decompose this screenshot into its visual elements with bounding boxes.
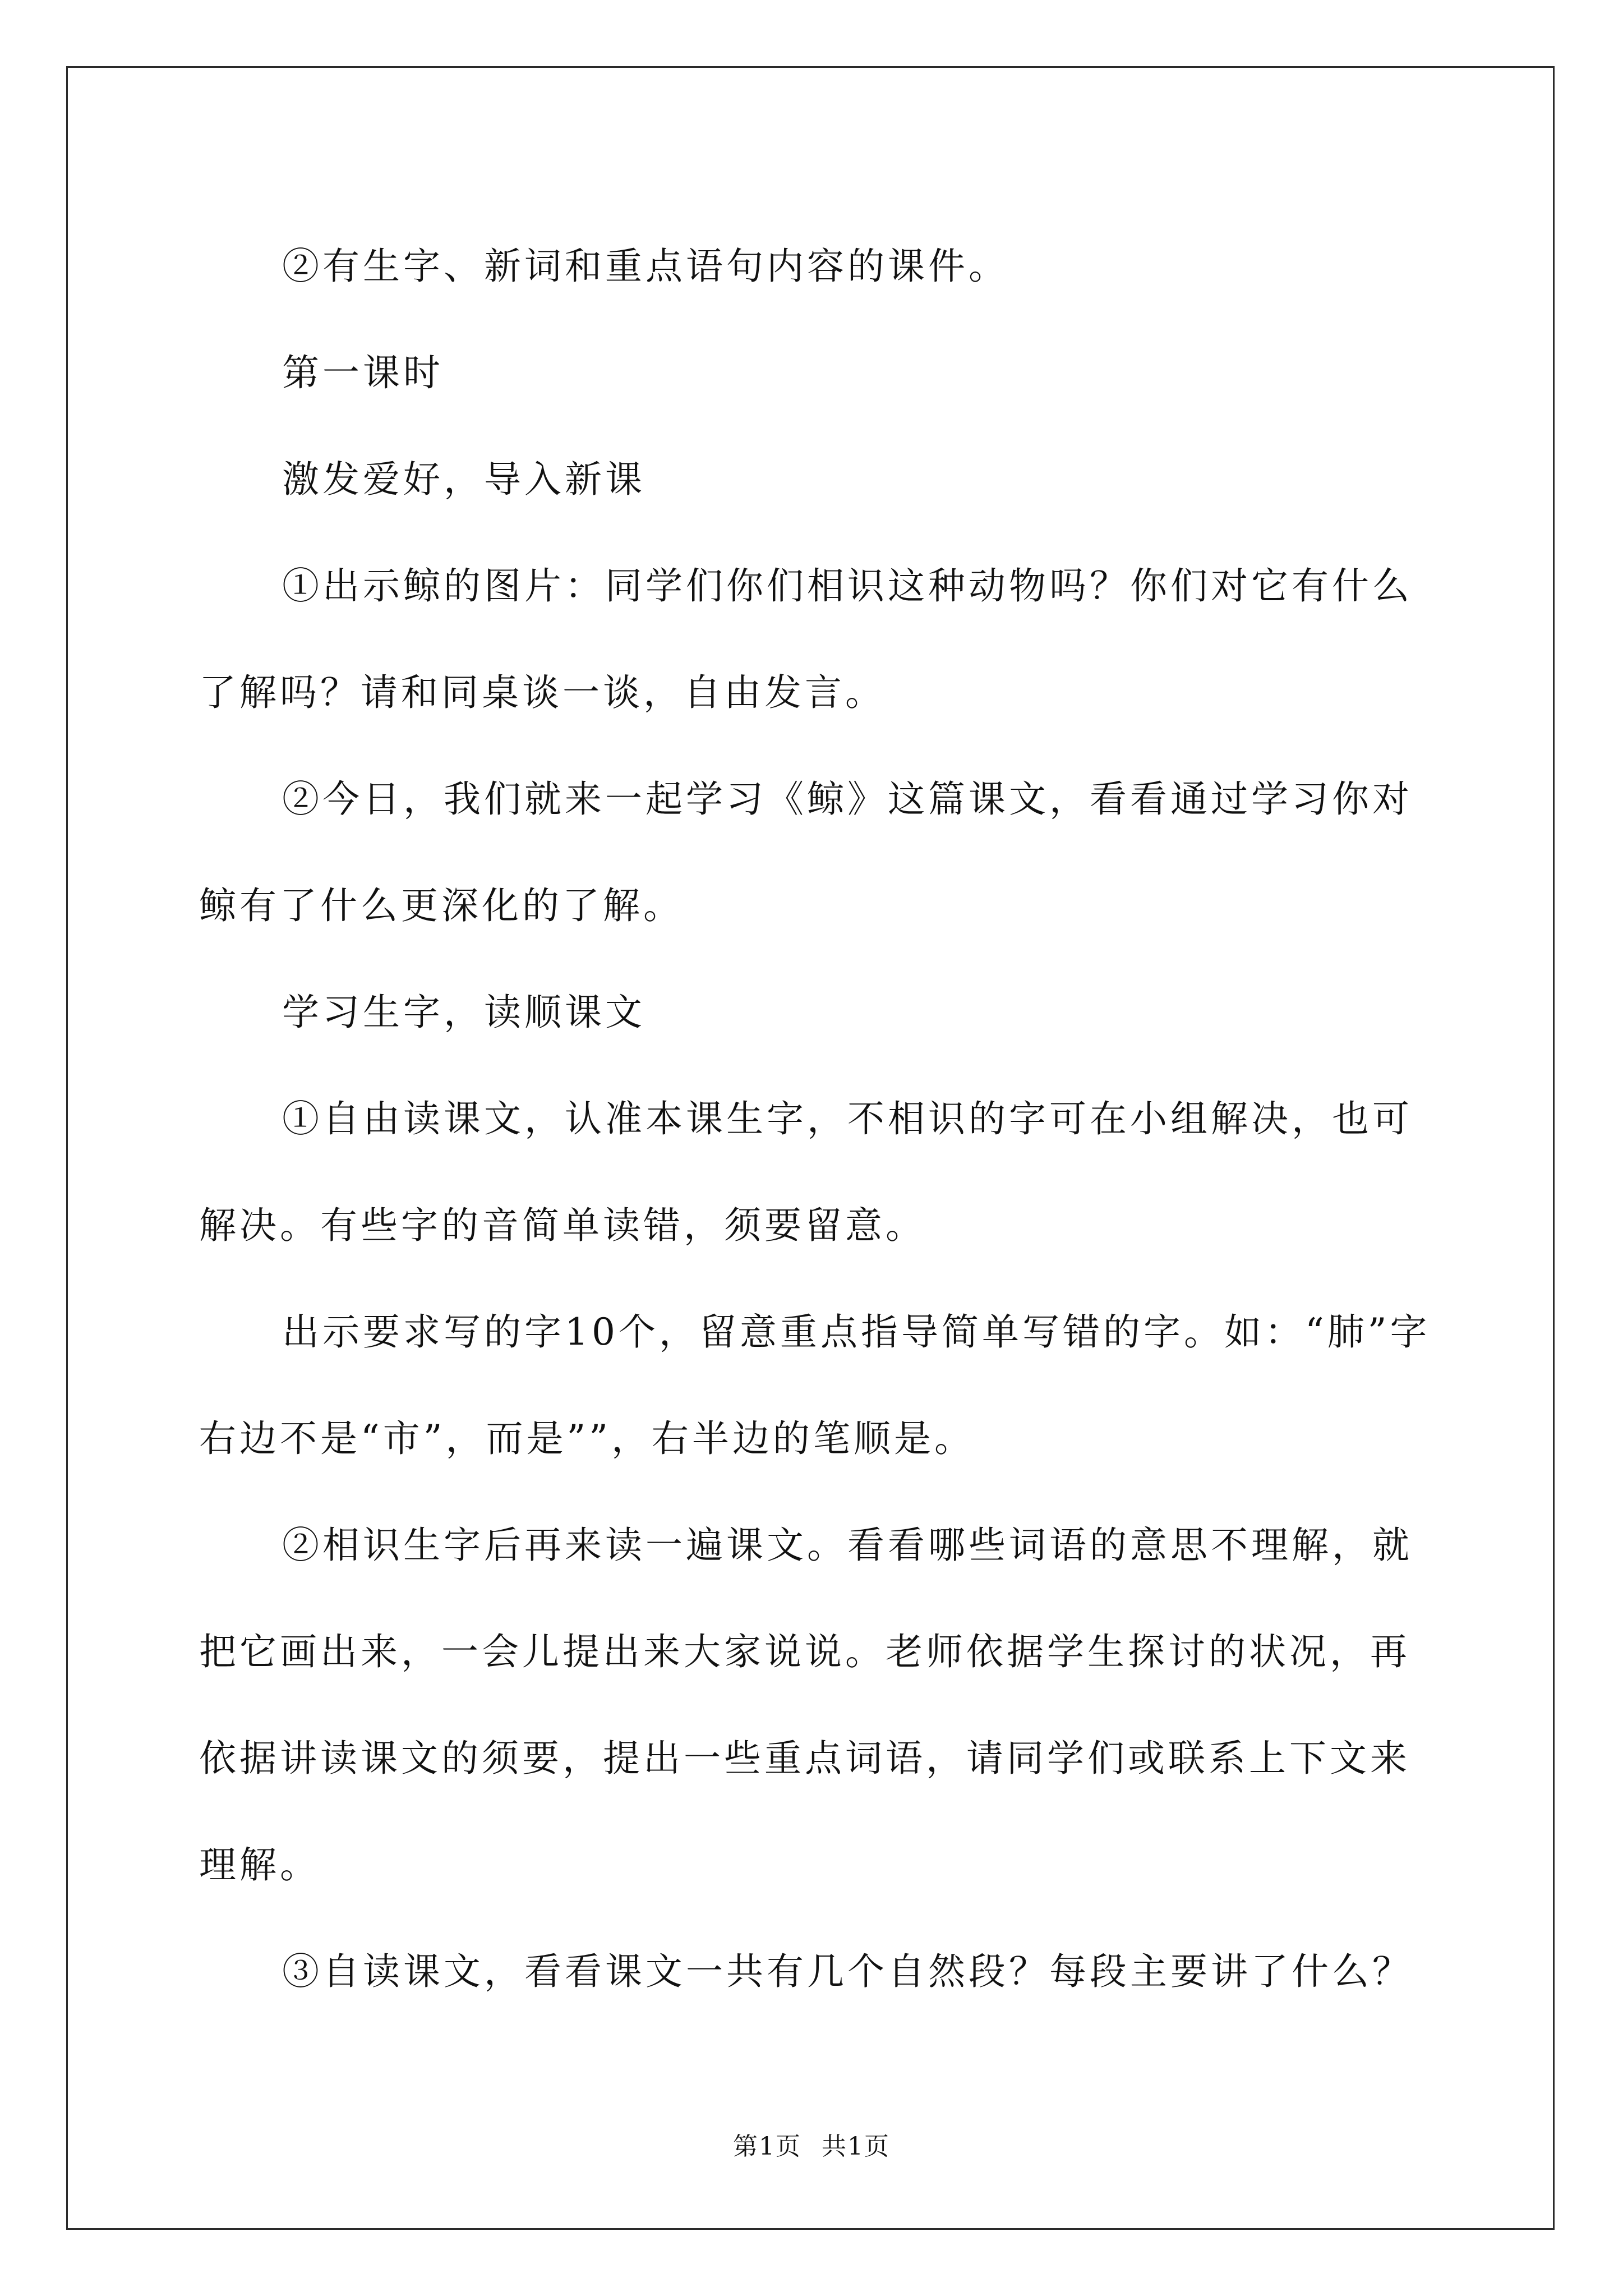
heading-first-lesson: 第一课时 [282,351,444,394]
page-footer [0,2126,1623,2162]
document-body [199,213,1433,2025]
paragraph-today: ②今日，我们就来一起学习《鲸》这篇课文，看看通过学习你对鲸有了什么更深化的了解。 [199,777,1413,927]
paragraph-self-read: ③自读课文，看看课文一共有几个自然段？每段主要讲了什么？ [282,1950,1413,1993]
paragraph-reread-text: ②相识生字后再来读一遍课文。看看哪些词语的意思不理解，就把它画出来，一会儿提出来大家说说。老师依据学生探讨的状况，再依据讲读课文的须要，提出一些重点词语，请同学们或联系上下文来理解。 [199,1524,1413,1887]
paragraph-writing-characters: 出示要求写的字10个，留意重点指导简单写错的字。如：“肺”字右边不是“市”，而是””，右半边的笔顺是。 [199,1310,1431,1460]
heading-introduction: 激发爱好，导入新课 [282,458,645,501]
heading-learn-characters: 学习生字，读顺课文 [282,991,645,1034]
page-number: 第1页 [733,2132,801,2161]
paragraph-show-picture: ①出示鲸的图片：同学们你们相识这种动物吗？你们对它有什么了解吗？请和同桌谈一谈，自由发言。 [199,564,1413,714]
paragraph-free-reading: ①自由读课文，认准本课生字，不相识的字可在小组解决，也可解决。有些字的音简单读错，须要留意。 [199,1097,1413,1247]
page-total: 共1页 [822,2132,890,2161]
paragraph-materials: ②有生字、新词和重点语句内容的课件。 [282,245,1009,288]
